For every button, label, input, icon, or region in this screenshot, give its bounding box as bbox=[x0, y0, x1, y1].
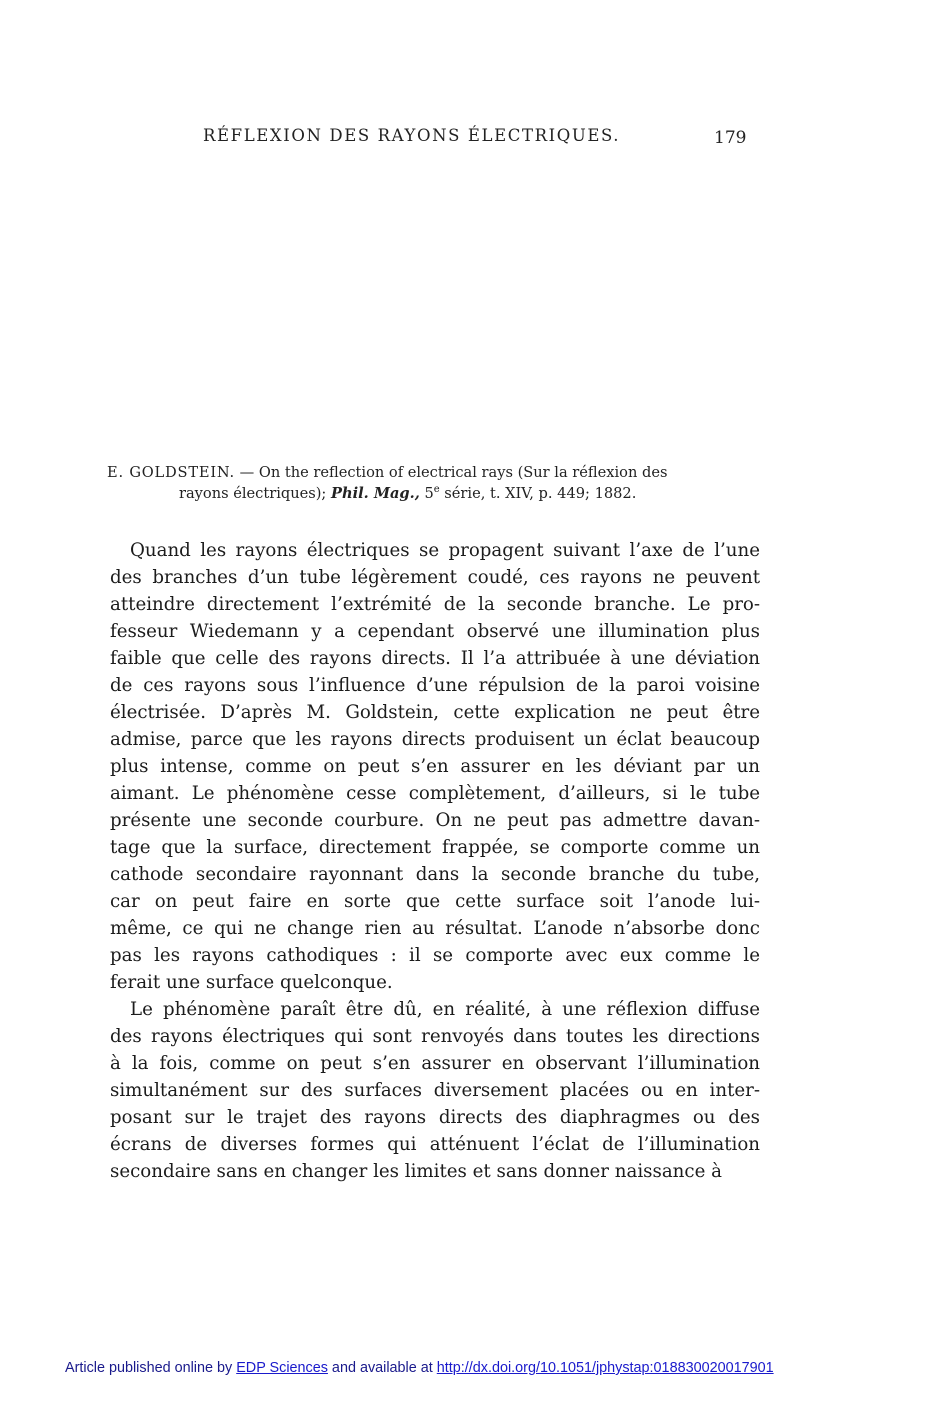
text-line: fesseur Wiedemann y a cependant observé une illumination plus bbox=[110, 621, 760, 642]
citation-journal: Phil. Mag., bbox=[330, 485, 420, 502]
article-body bbox=[110, 537, 760, 1185]
citation-block bbox=[107, 462, 757, 504]
citation-series-rest: série, t. XIV, p. 449; 1882. bbox=[439, 485, 637, 502]
text-line: des rayons électriques qui sont renvoyés dans toutes les directions bbox=[110, 1026, 760, 1047]
text-line: admise, parce que les rayons directs produisent un éclat beaucoup bbox=[110, 729, 760, 750]
text-line: tage que la surface, directement frappée, se comporte comme un bbox=[110, 837, 760, 858]
text-line: secondaire sans en changer les limites et sans donner naissance à bbox=[110, 1161, 722, 1182]
text-line: aimant. Le phénomène cesse complètement, d’ailleurs, si le tube bbox=[110, 783, 760, 804]
citation-series-num: 5 bbox=[424, 485, 434, 502]
citation-title-part2: rayons électriques); bbox=[179, 485, 327, 502]
text-line: même, ce qui ne change rien au résultat. L’anode n’absorbe donc bbox=[110, 918, 760, 939]
publisher-link[interactable]: EDP Sciences bbox=[236, 1360, 328, 1376]
footer-middle: and available at bbox=[327, 1360, 437, 1376]
footer-prefix: Article published online by bbox=[65, 1360, 237, 1376]
citation-title-part1: On the reflection of electrical rays (Sur la réflexion des bbox=[258, 464, 668, 481]
citation-author: E. GOLDSTEIN. bbox=[107, 464, 235, 481]
text-line: Le phénomène paraît être dû, en réalité, à une réflexion diffuse bbox=[130, 999, 760, 1020]
text-line: ferait une surface quelconque. bbox=[110, 972, 393, 993]
text-line: écrans de diverses formes qui atténuent l’éclat de l’illumination bbox=[110, 1134, 760, 1155]
citation-line-1 bbox=[107, 462, 757, 483]
text-line: faible que celle des rayons directs. Il l’a attribuée à une déviation bbox=[110, 648, 760, 669]
text-line: des branches d’un tube légèrement coudé, ces rayons ne peuvent bbox=[110, 567, 760, 588]
text-line: Quand les rayons électriques se propagent suivant l’axe de l’une bbox=[130, 540, 760, 561]
text-line: présente une seconde courbure. On ne peut pas admettre davan- bbox=[110, 810, 760, 831]
paragraph-2 bbox=[110, 996, 760, 1185]
text-line: de ces rayons sous l’influence d’une répulsion de la paroi voisine bbox=[110, 675, 760, 696]
text-line: cathode secondaire rayonnant dans la seconde branche du tube, bbox=[110, 864, 760, 885]
text-line: simultanément sur des surfaces diversement placées ou en inter- bbox=[110, 1080, 760, 1101]
text-line: posant sur le trajet des rayons directs des diaphragmes ou des bbox=[110, 1107, 760, 1128]
citation-dash: — bbox=[234, 464, 259, 481]
text-line: plus intense, comme on peut s’en assurer en les déviant par un bbox=[110, 756, 760, 777]
citation-series-sup: e bbox=[433, 484, 440, 496]
publication-footer bbox=[65, 1360, 774, 1376]
text-line: car on peut faire en sorte que cette surface soit l’anode lui- bbox=[110, 891, 760, 912]
text-line: électrisée. D’après M. Goldstein, cette explication ne peut être bbox=[110, 702, 760, 723]
text-line: à la fois, comme on peut s’en assurer en observant l’illumination bbox=[110, 1053, 760, 1074]
page-number: 179 bbox=[714, 128, 747, 148]
text-line: atteindre directement l’extrémité de la seconde branche. Le pro- bbox=[110, 594, 760, 615]
doi-link[interactable]: http://dx.doi.org/10.1051/jphystap:018830020017901 bbox=[436, 1360, 774, 1376]
running-header: RÉFLEXION DES RAYONS ÉLECTRIQUES. bbox=[203, 126, 621, 145]
citation-line-2 bbox=[107, 483, 757, 504]
paragraph-1 bbox=[110, 537, 760, 996]
text-line: pas les rayons cathodiques : il se comporte avec eux comme le bbox=[110, 945, 760, 966]
